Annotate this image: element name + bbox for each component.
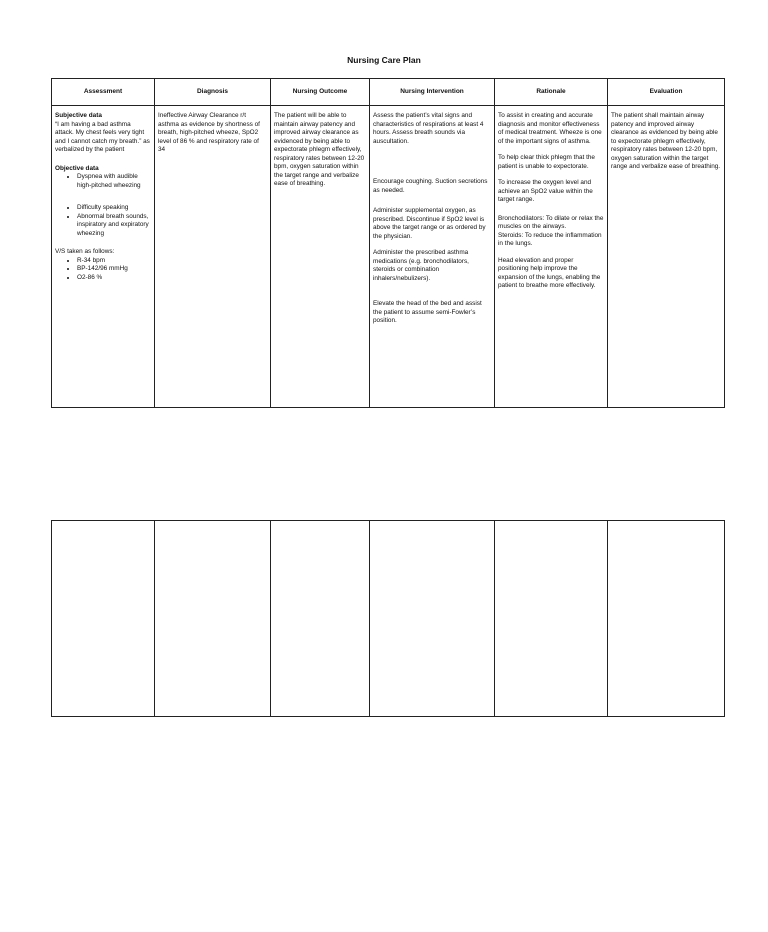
rationale-item: Bronchodilators: To dilate or relax the muscles on the airways. — [498, 214, 604, 231]
blank-cell — [271, 521, 370, 717]
header-diagnosis: Diagnosis — [155, 79, 271, 106]
list-item: • Difficulty speaking — [77, 204, 151, 213]
evaluation-cell — [608, 106, 725, 408]
care-plan-table — [51, 78, 725, 408]
intervention-item: Assess the patient’s vital signs and characteristics of respirations at least 4 hours. Assess breath sounds via auscultation. — [373, 112, 484, 145]
care-plan-row — [52, 106, 725, 408]
objective-data-list — [55, 173, 151, 190]
subjective-data-title: Subjective data — [55, 112, 102, 119]
header-rationale: Rationale — [495, 79, 608, 106]
document-title: Nursing Care Plan — [347, 55, 421, 65]
header-evaluation: Evaluation — [608, 79, 725, 106]
nursing-outcome-cell — [271, 106, 370, 408]
blank-cell — [370, 521, 495, 717]
rationale-item: Steroids: To reduce the inflammation in the lungs. — [498, 231, 602, 248]
intervention-item: Administer the prescribed asthma medications (e.g. bronchodilators, steroids or combination inhalers/nebulizers). — [373, 249, 469, 282]
intervention-item: Elevate the head of the bed and assist the patient to assume semi-Fowler’s position. — [373, 300, 482, 325]
blank-cell — [155, 521, 271, 717]
diagnosis-text: Ineffective Airway Clearance r/t asthma as evidence by shortness of breath, high-pitched wheeze, SpO2 level of 86 % and respiratory rate of 34 — [158, 112, 260, 154]
assessment-cell — [52, 106, 155, 408]
diagnosis-cell — [155, 106, 271, 408]
vital-signs-list — [55, 257, 151, 283]
list-item: • Dyspnea with audible high-pitched wheezing — [77, 173, 151, 190]
rationale-item: To help clear thick phlegm that the patient is unable to expectorate. — [498, 154, 595, 170]
intervention-item: Administer supplemental oxygen, as prescribed. Discontinue if SpO2 level is above the target range or as ordered by the physician. — [373, 207, 486, 240]
rationale-item: To assist in creating and accurate diagnosis and monitor effectiveness of medical treatment. Wheeze is one of the important signs of asthma. — [498, 112, 602, 145]
rationale-item: Head elevation and proper positioning help improve the expansion of the lungs, enabling the patient to breathe more effectively. — [498, 256, 601, 290]
header-nursing-outcome: Nursing Outcome — [271, 79, 370, 106]
vital-signs-label: V/S taken as follows: — [55, 248, 115, 256]
rationale-cell — [495, 106, 608, 408]
nursing-intervention-cell — [370, 106, 495, 408]
list-item: • BP-142/96 mmHg — [77, 265, 151, 274]
rationale-item: To increase the oxygen level and achieve an SpO2 value within the target range. — [498, 179, 593, 204]
blank-cell — [52, 521, 155, 717]
list-item: • O2-86 % — [77, 274, 151, 283]
blank-cell — [495, 521, 608, 717]
blank-row — [52, 521, 725, 717]
evaluation-text: The patient shall maintain airway patency and improved airway clearance as evidenced by being able to expectorate phlegm effectively, respiratory rates between 12-20 bpm, oxygen saturation within the target range and verbalize ease of breathing. — [611, 112, 721, 171]
header-assessment: Assessment — [52, 79, 155, 106]
header-row — [52, 79, 725, 106]
nursing-outcome-text: The patient will be able to maintain airway patency and improved airway clearance as evidenced by being able to expectorate phlegm effectively, respiratory rates between 12-20 bpm, oxygen saturation within the target range and verbalize ease of breathing. — [274, 112, 365, 188]
intervention-item: Encourage coughing. Suction secretions as needed. — [373, 178, 488, 194]
objective-data-list — [55, 204, 151, 238]
objective-data-title: Objective data — [55, 164, 99, 172]
header-nursing-intervention: Nursing Intervention — [370, 79, 495, 106]
blank-cell — [608, 521, 725, 717]
list-item: • R-34 bpm — [77, 257, 151, 266]
subjective-data-text: “I am having a bad asthma attack. My chest feels very tight and I cannot catch my breath.” as verbalized by the patient — [55, 120, 150, 154]
list-item: • Abnormal breath sounds, inspiratory and expiratory wheezing — [77, 213, 151, 239]
blank-care-plan-table — [51, 520, 725, 717]
